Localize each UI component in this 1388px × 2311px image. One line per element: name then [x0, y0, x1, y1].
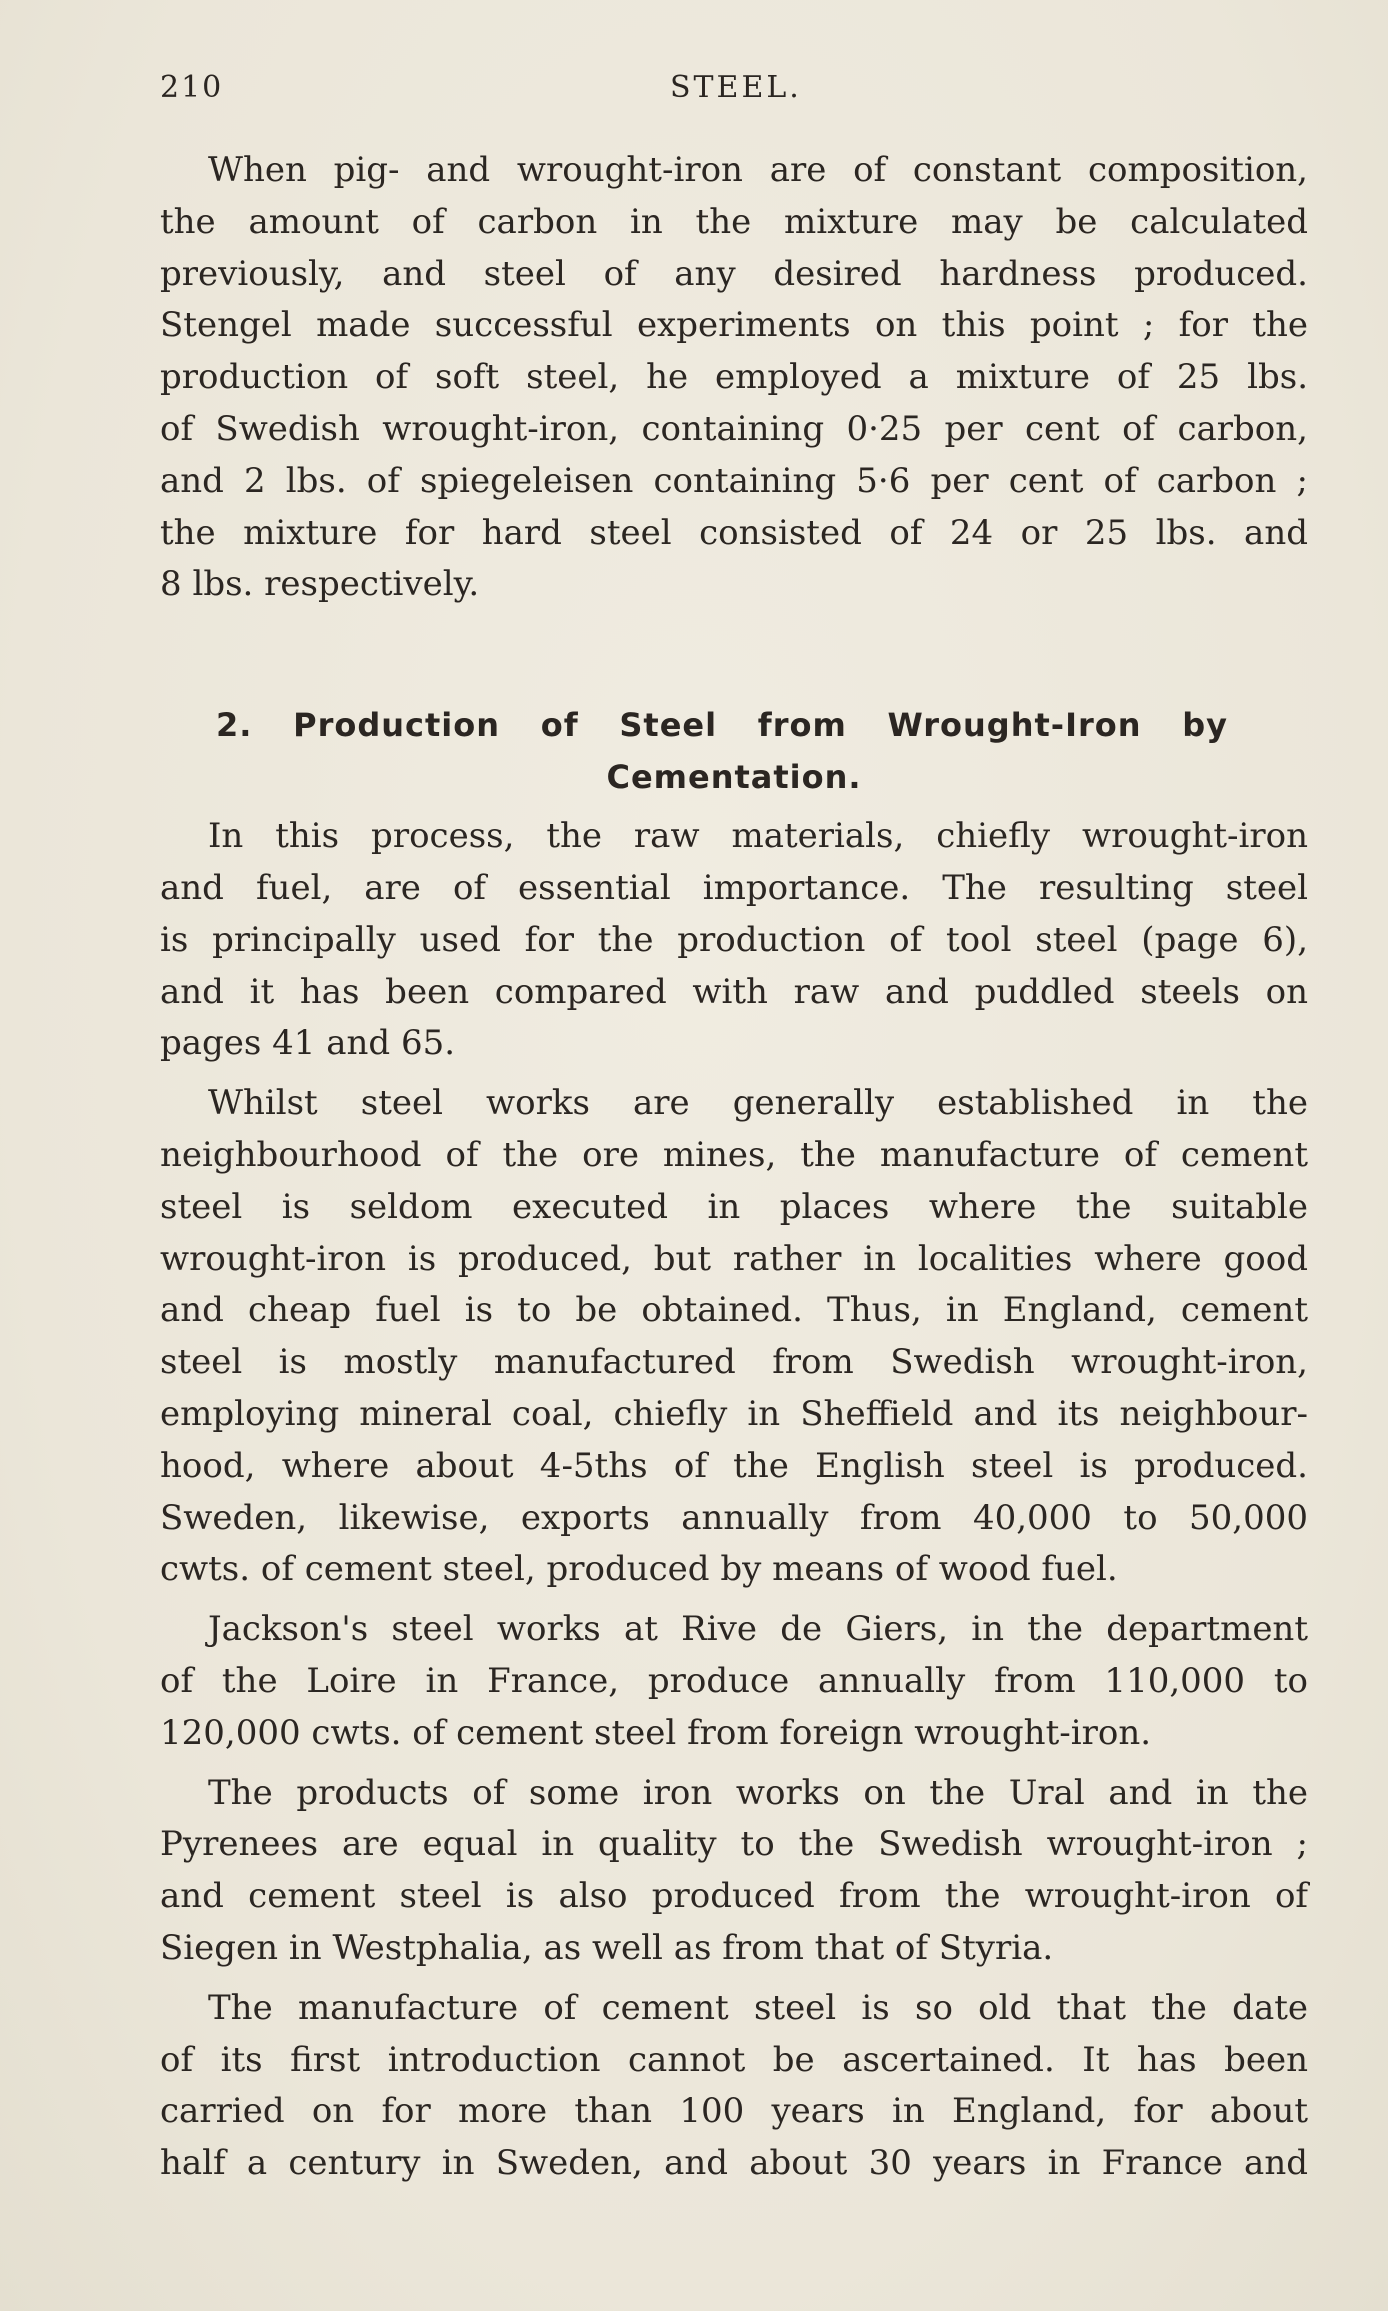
text-line: the mixture for hard steel consisted of 24 or 25 lbs. and: [160, 512, 1308, 553]
text-line: carried on for more than 100 years in England, for about: [160, 2091, 1308, 2132]
text-line: Pyrenees are equal in quality to the Swedish wrought-iron ;: [160, 1824, 1308, 1865]
section-heading: [160, 699, 1308, 803]
text-line: hood, where about 4-5ths of the English steel is produced.: [160, 1445, 1308, 1486]
text-line: and it has been compared with raw and puddled steels on: [160, 971, 1308, 1012]
text-line: of the Loire in France, produce annually from 110,000 to: [160, 1660, 1308, 1701]
text-line: neighbourhood of the ore mines, the manufacture of cement: [160, 1134, 1308, 1175]
section-heading-line: 2. Production of Steel from Wrought-Iron by: [216, 706, 1228, 745]
running-title: STEEL.: [670, 70, 802, 105]
text-line: production of soft steel, he employed a mixture of 25 lbs.: [160, 357, 1308, 398]
body-text: [160, 145, 1308, 2190]
text-line: employing mineral coal, chiefly in Sheffield and its neighbour-: [160, 1393, 1308, 1434]
text-line: The products of some iron works on the Ural and in the: [208, 1772, 1308, 1813]
text-line: 8 lbs. respectively.: [160, 564, 480, 605]
paragraph-2: [160, 811, 1308, 1070]
running-head: [160, 70, 1305, 114]
text-line: and cheap fuel is to be obtained. Thus, in England, cement: [160, 1290, 1308, 1331]
text-line: cwts. of cement steel, produced by means of wood fuel.: [160, 1549, 1118, 1590]
text-line: 120,000 cwts. of cement steel from foreign wrought-iron.: [160, 1712, 1152, 1753]
text-line: Whilst steel works are generally established in the: [208, 1083, 1308, 1124]
text-line: previously, and steel of any desired hardness produced.: [160, 253, 1308, 294]
text-line: In this process, the raw materials, chiefly wrought-iron: [208, 816, 1308, 857]
section-heading-line: Cementation.: [606, 758, 862, 797]
text-line: wrought-iron is produced, but rather in localities where good: [160, 1238, 1308, 1279]
text-line: The manufacture of cement steel is so old that the date: [208, 1987, 1308, 2028]
text-line: and 2 lbs. of spiegeleisen containing 5·6 per cent of carbon ;: [160, 460, 1308, 501]
text-line: and fuel, are of essential importance. The resulting steel: [160, 867, 1308, 908]
paragraph-3: [160, 1078, 1308, 1596]
paragraph-4: [160, 1604, 1308, 1759]
text-line: Jackson's steel works at Rive de Giers, in the department: [208, 1609, 1308, 1650]
text-line: When pig- and wrought-iron are of constant composition,: [208, 150, 1308, 190]
text-line: Stengel made successful experiments on this point ; for the: [160, 305, 1308, 346]
paragraph-1: [160, 145, 1308, 611]
text-line: steel is seldom executed in places where the suitable: [160, 1186, 1308, 1227]
text-line: the amount of carbon in the mixture may be calculated: [160, 201, 1308, 242]
text-line: steel is mostly manufactured from Swedish wrought-iron,: [160, 1342, 1308, 1383]
text-line: Sweden, likewise, exports annually from 40,000 to 50,000: [160, 1497, 1308, 1538]
page-number: 210: [160, 70, 224, 105]
text-line: and cement steel is also produced from the wrought-iron of: [160, 1876, 1308, 1917]
paragraph-6: [160, 1983, 1308, 2190]
paragraph-5: [160, 1768, 1308, 1975]
text-line: half a century in Sweden, and about 30 years in France and: [160, 2143, 1308, 2184]
text-line: of its first introduction cannot be ascertained. It has been: [160, 2039, 1308, 2080]
text-line: is principally used for the production of tool steel (page 6),: [160, 919, 1308, 960]
text-line: of Swedish wrought-iron, containing 0·25 per cent of carbon,: [160, 408, 1308, 449]
text-line: pages 41 and 65.: [160, 1023, 456, 1064]
text-line: Siegen in Westphalia, as well as from that of Styria.: [160, 1927, 1054, 1968]
